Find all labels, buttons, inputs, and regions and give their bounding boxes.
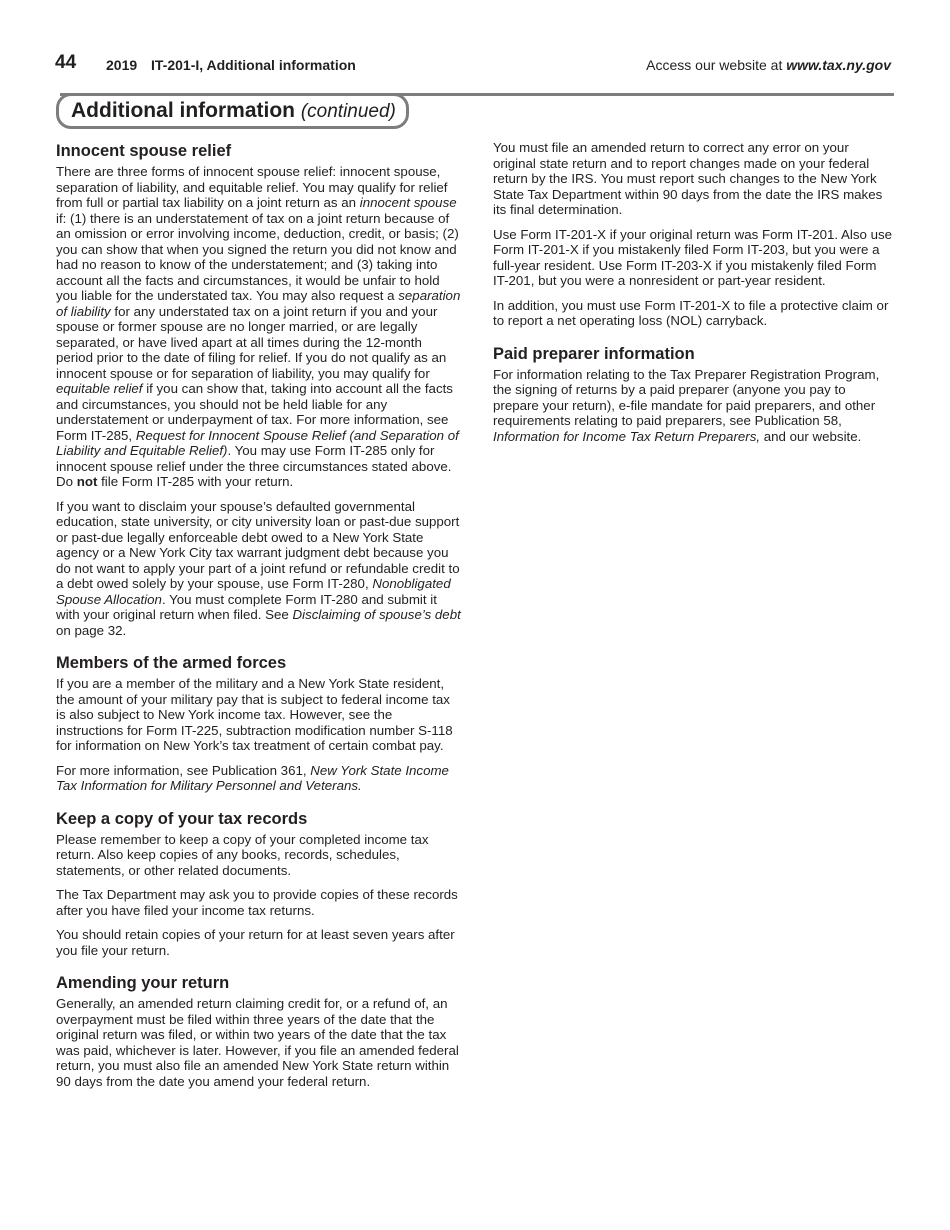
page-header-title: IT-201-I, Additional information <box>151 57 356 73</box>
amending-paragraph-1: Generally, an amended return claiming credit for, or a refund of, an overpayment must be filed within three years of the date that the original return was filed, or within two years of the date that the tax was paid, whichever is later. However, if you file an amended federal return, you must also file an amended New York State return within 90 days from the date you amend your federal return. <box>56 996 459 1089</box>
innocent-spouse-paragraph-1: There are three forms of innocent spouse relief: innocent spouse, separation of liability, and equitable relief. You may qualify for relief from full or partial tax liability on a joint return as an innocent spouse if: (1) there is an understatement of tax on a joint return because of an omission or error involving income, deduction, credit, or basis; (2) you can show that when you signed the return you did not know and had no reason to know of the understatement; and (3) taking into account all the facts and circumstances, it would be unfair to hold you liable for the understated tax. You may also request a separation of liability for any understated tax on a joint return if you and your spouse or former spouse are no longer married, or are legally separated, or have lived apart at all times during the 12-month period prior to the date of filing for relief. If you do not qualify as an innocent spouse or for separation of liability, you may qualify for equitable relief if you can show that, taking into account all the facts and circumstances, you should not be held liable for any understatement or underpayment of tax. For more information, see Form IT-285, Request for Innocent Spouse Relief (and Separation of Liability and Equitable Relief). You may use Form IT-285 only for innocent spouse relief under the three circumstances stated above. Do not file Form IT-285 with your return. <box>56 164 461 489</box>
tax-records-heading: Keep a copy of your tax records <box>56 809 308 828</box>
page-number: 44 <box>55 52 77 73</box>
amending-paragraph-4: In addition, you must use Form IT-201-X to file a protective claim or to report a net operating loss (NOL) carryback. <box>493 297 889 328</box>
left-column <box>56 140 461 1103</box>
armed-forces-heading: Members of the armed forces <box>56 654 287 672</box>
armed-forces-paragraph-1: If you are a member of the military and a New York State resident, the amount of your military pay that is subject to federal income tax is also subject to New York income tax. However, see the instructions for Form IT-225, subtraction modification number S-118 for information on New York’s tax treatment of certain combat pay. <box>56 676 453 753</box>
website-link[interactable]: www.tax.ny.gov <box>786 57 891 73</box>
amending-paragraph-3: Use Form IT-201-X if your original return was Form IT-201. Also use Form IT-201-X if you mistakenly filed Form IT-203, but you were a full-year resident. Use Form IT-203-X if you mistakenly filed Form IT-201, but you were a nonresident or part-year resident. <box>493 226 893 288</box>
banner-continued: (continued) <box>300 101 396 122</box>
form-year: 2019 <box>106 57 138 73</box>
amending-heading: Amending your return <box>56 974 230 992</box>
website-prefix: Access our website at <box>646 57 787 73</box>
tax-records-paragraph-1: Please remember to keep a copy of your completed income tax return. Also keep copies of any books, records, schedules, statements, or other related documents. <box>56 831 429 878</box>
tax-records-paragraph-3: You should retain copies of your return for at least seven years after you file your return. <box>56 927 455 958</box>
tax-records-paragraph-2: The Tax Department may ask you to provide copies of these records after you have filed your income tax returns. <box>56 887 458 918</box>
innocent-spouse-paragraph-2: If you want to disclaim your spouse’s defaulted governmental education, state university, or city university loan or past-due support or past-due legally enforceable debt owed to a New York State agency or a New York City tax warrant judgment debt because you do not want to apply your part of a joint refund or refundable credit to a debt owed solely by your spouse, use Form IT-280, Nonobligated Spouse Allocation. You must complete Form IT-280 and submit it with your original return when filed. See Disclaiming of spouse’s debt on page 32. <box>56 498 461 638</box>
website-notice <box>646 57 891 73</box>
paid-preparer-heading: Paid preparer information <box>493 344 695 363</box>
innocent-spouse-heading: Innocent spouse relief <box>56 142 232 160</box>
section-banner <box>56 93 409 129</box>
armed-forces-paragraph-2: For more information, see Publication 361, New York State Income Tax Information for Military Personnel and Veterans. <box>56 762 449 793</box>
paid-preparer-section <box>493 343 895 445</box>
amending-paragraph-2: You must file an amended return to correct any error on your original state return and to report changes made on your federal return by the IRS. You must report such changes to the New York State Tax Department within 90 days from the date the IRS makes its final determination. <box>493 140 883 217</box>
right-column <box>493 140 895 458</box>
paid-preparer-paragraph: For information relating to the Tax Preparer Registration Program, the signing of returns by a paid preparer (anyone you pay to prepare your return), e-file mandate for paid preparers, and other requirements relating to paid preparers, see Publication 58, Information for Income Tax Return Preparers, and our website. <box>493 366 880 444</box>
tax-records-section <box>56 808 461 959</box>
armed-forces-section <box>56 652 461 794</box>
banner-title: Additional information <box>71 99 295 122</box>
amending-continued <box>493 140 895 329</box>
innocent-spouse-section <box>56 140 461 638</box>
amending-section <box>56 972 461 1089</box>
